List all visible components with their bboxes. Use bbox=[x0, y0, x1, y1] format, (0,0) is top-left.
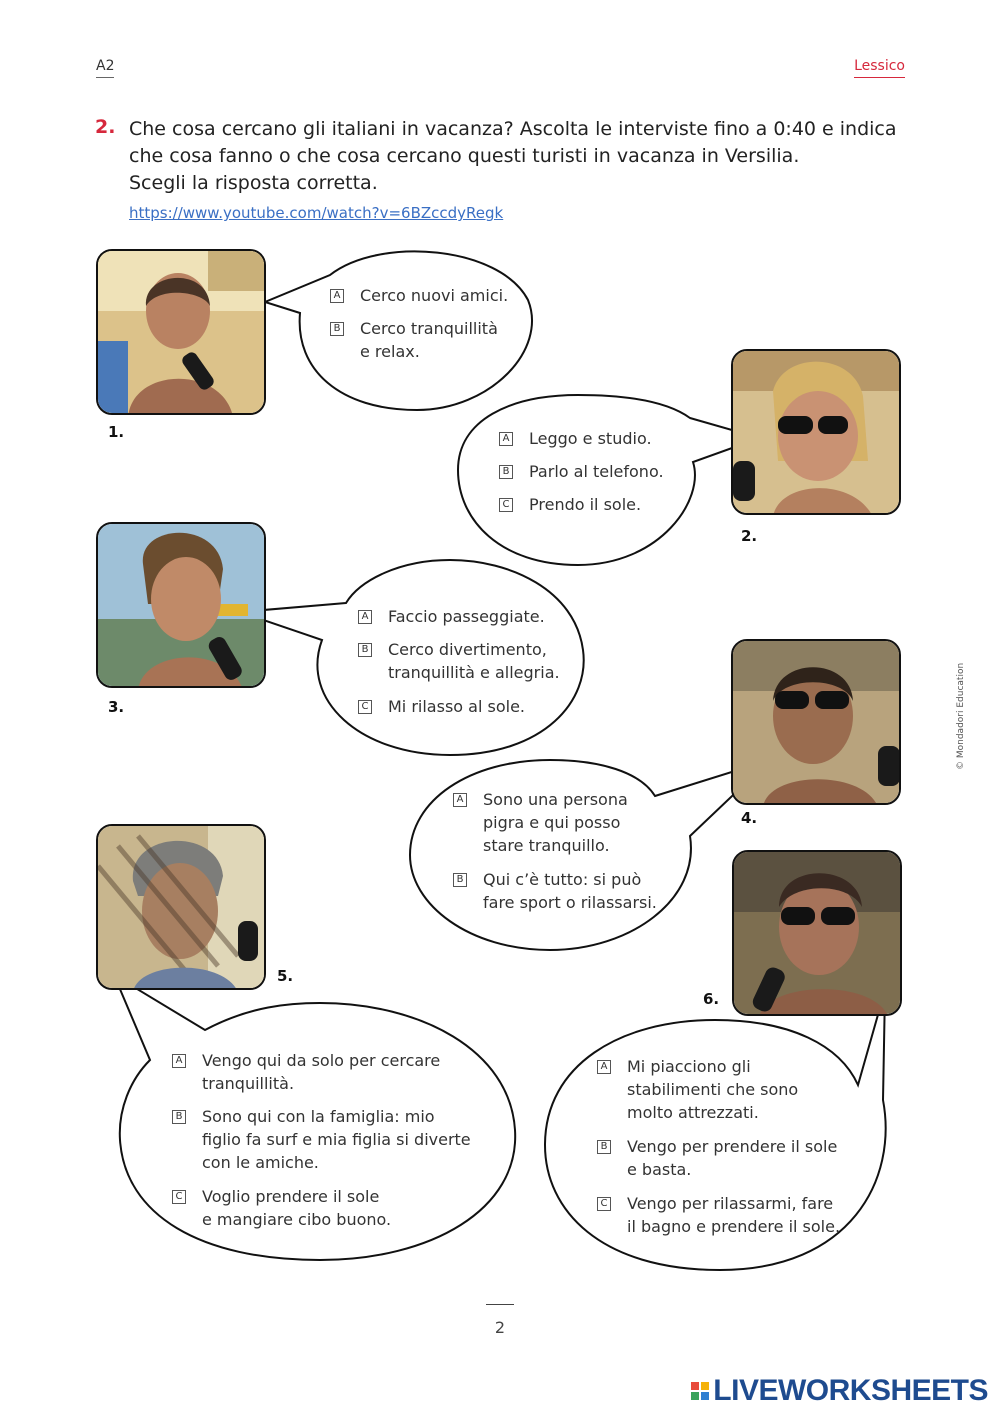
checkbox-b[interactable]: B bbox=[330, 322, 344, 336]
section-label: Lessico bbox=[854, 58, 905, 78]
checkbox-b[interactable]: B bbox=[597, 1140, 611, 1154]
option-line: Faccio passeggiate. bbox=[388, 607, 545, 626]
option-line: stabilimenti che sono bbox=[627, 1080, 799, 1099]
option-line: Sono qui con la famiglia: mio bbox=[202, 1107, 435, 1126]
checkbox-a[interactable]: A bbox=[453, 793, 467, 807]
liveworksheets-logo bbox=[691, 1374, 988, 1408]
option-line: tranquillità e allegria. bbox=[388, 663, 560, 682]
checkbox-a[interactable]: A bbox=[358, 610, 372, 624]
checkbox-a[interactable]: A bbox=[172, 1054, 186, 1068]
option-line: Qui c’è tutto: si può bbox=[483, 870, 642, 889]
checkbox-c[interactable]: C bbox=[499, 498, 513, 512]
photo-label-6: 6. bbox=[703, 990, 720, 1008]
option-line: pigra e qui posso bbox=[483, 813, 621, 832]
option-3c[interactable] bbox=[358, 695, 525, 718]
option-line: Parlo al telefono. bbox=[529, 462, 664, 481]
option-line: molto attrezzati. bbox=[627, 1103, 759, 1122]
level-label: A2 bbox=[96, 58, 114, 78]
option-line: Vengo per prendere il sole bbox=[627, 1137, 838, 1156]
question-line: Scegli la risposta corretta. bbox=[129, 172, 378, 194]
option-line: fare sport o rilassarsi. bbox=[483, 893, 657, 912]
photo-person-4 bbox=[731, 639, 901, 805]
option-2a[interactable] bbox=[499, 427, 652, 450]
page-number: 2 bbox=[494, 1318, 506, 1337]
brand-name: LIVEWORKSHEETS bbox=[713, 1374, 988, 1407]
checkbox-b[interactable]: B bbox=[499, 465, 513, 479]
option-6b[interactable] bbox=[597, 1135, 837, 1181]
photo-label-5: 5. bbox=[277, 967, 294, 985]
option-1a[interactable] bbox=[330, 284, 508, 307]
option-1b[interactable] bbox=[330, 317, 498, 363]
option-line: Cerco divertimento, bbox=[388, 640, 547, 659]
question-number: 2. bbox=[95, 116, 116, 138]
option-line: e basta. bbox=[627, 1160, 692, 1179]
option-line: tranquillità. bbox=[202, 1074, 295, 1093]
option-line: Mi rilasso al sole. bbox=[388, 697, 525, 716]
option-2b[interactable] bbox=[499, 460, 664, 483]
photo-person-2 bbox=[731, 349, 901, 515]
option-line: Cerco tranquillità bbox=[360, 319, 498, 338]
option-line: Vengo per rilassarmi, fare bbox=[627, 1194, 834, 1213]
option-4a[interactable] bbox=[453, 788, 628, 857]
photo-label-4: 4. bbox=[741, 809, 758, 827]
checkbox-a[interactable]: A bbox=[597, 1060, 611, 1074]
option-line: stare tranquillo. bbox=[483, 836, 610, 855]
option-line: Leggo e studio. bbox=[529, 429, 652, 448]
option-6a[interactable] bbox=[597, 1055, 798, 1124]
checkbox-b[interactable]: B bbox=[172, 1110, 186, 1124]
checkbox-c[interactable]: C bbox=[358, 700, 372, 714]
option-6c[interactable] bbox=[597, 1192, 840, 1238]
checkbox-b[interactable]: B bbox=[453, 873, 467, 887]
logo-blocks-icon bbox=[691, 1382, 709, 1400]
checkbox-a[interactable]: A bbox=[499, 432, 513, 446]
photo-person-6 bbox=[732, 850, 902, 1016]
option-5b[interactable] bbox=[172, 1105, 471, 1174]
option-5c[interactable] bbox=[172, 1185, 391, 1231]
option-line: e mangiare cibo buono. bbox=[202, 1210, 392, 1229]
question-line: che cosa fanno o che cosa cercano questi turisti in vacanza in Versilia. bbox=[129, 145, 800, 167]
option-line: Vengo qui da solo per cercare bbox=[202, 1051, 441, 1070]
option-5a[interactable] bbox=[172, 1049, 440, 1095]
page-number-rule bbox=[486, 1304, 514, 1305]
option-line: figlio fa surf e mia figlia si diverte bbox=[202, 1130, 471, 1149]
option-4b[interactable] bbox=[453, 868, 657, 914]
copyright-notice: © Mondadori Education bbox=[956, 662, 966, 770]
option-line: con le amiche. bbox=[202, 1153, 319, 1172]
checkbox-b[interactable]: B bbox=[358, 643, 372, 657]
option-3a[interactable] bbox=[358, 605, 545, 628]
option-3b[interactable] bbox=[358, 638, 560, 684]
photo-person-5 bbox=[96, 824, 266, 990]
option-line: Voglio prendere il sole bbox=[202, 1187, 380, 1206]
option-line: il bagno e prendere il sole. bbox=[627, 1217, 841, 1236]
option-line: Cerco nuovi amici. bbox=[360, 286, 509, 305]
option-line: Mi piacciono gli bbox=[627, 1057, 751, 1076]
checkbox-a[interactable]: A bbox=[330, 289, 344, 303]
option-2c[interactable] bbox=[499, 493, 641, 516]
option-line: e relax. bbox=[360, 342, 420, 361]
photo-label-1: 1. bbox=[108, 423, 125, 441]
checkbox-c[interactable]: C bbox=[597, 1197, 611, 1211]
photo-label-3: 3. bbox=[108, 698, 125, 716]
option-line: Sono una persona bbox=[483, 790, 628, 809]
question-line: Che cosa cercano gli italiani in vacanza? Ascolta le interviste fino a 0:40 e indica bbox=[129, 118, 897, 140]
photo-person-3 bbox=[96, 522, 266, 688]
photo-label-2: 2. bbox=[741, 527, 758, 545]
option-line: Prendo il sole. bbox=[529, 495, 642, 514]
checkbox-c[interactable]: C bbox=[172, 1190, 186, 1204]
photo-person-1 bbox=[96, 249, 266, 415]
video-link[interactable]: https://www.youtube.com/watch?v=6BZccdyRegk bbox=[129, 204, 504, 222]
